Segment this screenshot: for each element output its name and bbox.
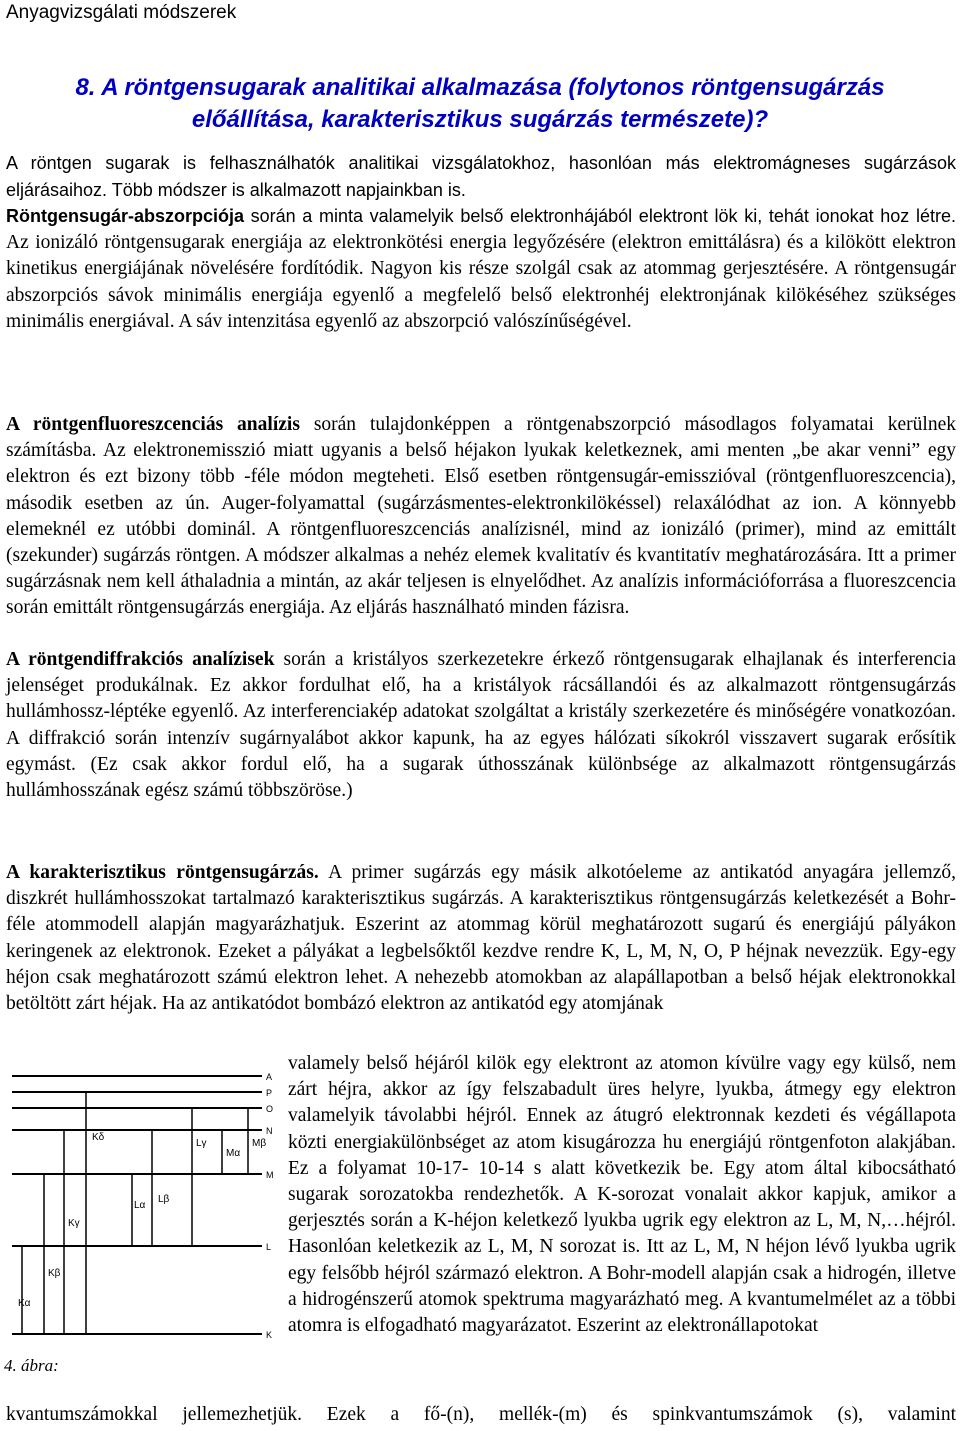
intro-paragraph <box>6 150 956 204</box>
title-line-2: előállítása, karakterisztikus sugárzás természete)? <box>191 106 769 133</box>
figure-caption: 4. ábra: <box>4 1356 59 1375</box>
label-l-beta: Lβ <box>158 1194 170 1205</box>
running-header: Anyagvizsgálati módszerek <box>6 2 237 23</box>
characteristic-paragraph <box>6 860 956 1017</box>
label-l-alpha: Lα <box>134 1200 146 1211</box>
shell-label-p: P <box>266 1088 273 1098</box>
fluorescence-text: során tulajdonképpen a röntgenabszorpció másodlagos folyamatai kerülnek számításba. Az elektronemisszió miatt ugyanis a belső héjakon lyukak keletkeznek, ami menten „be akar venni” egy elektron és ezt bizony több -féle módon megteheti. Első esetben röntgensugár-emisszióval (röntgenfluoreszcencia), második esetben az ún. Auger-folyamattal (sugárzásmentes-elektronkilökéssel) relaxálódhat az ion. A könnyebb elemeknél ez utóbbi dominál. A röntgenfluoreszcenciás analízisnél, mind az ionizáló (primer), mind az emittált (szekunder) sugárzás röntgen. A módszer alkalmas a nehéz elemek kvalitatív és kvantitatív meghatározására. Itt a primer sugárzásnak nem kell áthaladnia a mintán, az akár teljesen is elnyelődhet. Az analízis információforrása a fluoreszcencia során emittált röntgensugárzás energiája. Az eljárás használható minden fázisra. <box>6 414 956 619</box>
figure-side-text <box>288 1051 956 1339</box>
diffraction-term: A röntgendiffrakciós analízisek <box>6 649 275 670</box>
label-k-alpha: Kα <box>18 1298 31 1309</box>
characteristic-text: A primer sugárzás egy másik alkotóeleme az antikatód anyagára jellemző, diszkrét hullámhosszokat tartalmazó karakterisztikus sugárzás. A karakterisztikus röntgensugárzás keletkezését a Bohr-féle atommodell alapján magyarázhatjuk. Eszerint az atommag körül meghatározott sugarú és energiájú pályákon keringenek az elektronok. Ezeket a pályákat a legbelsőktől kezdve rendre K, L, M, N, O, P héjnak nevezzük. Egy-egy héjon csak meghatározott számú elektron lehet. A nehezebb atomokban az alapállapotban a belső héjak elektronokkal betöltött zárt héjak. Ha az antikatódot bombázó elektron az antikatód egy atomjának <box>6 862 956 1015</box>
absorption-sans-text: során a minta valamelyik belső elektronhájából elektront lök ki, tehát ionokat hoz létre. <box>250 206 956 226</box>
intro-text: A röntgen sugarak is felhasználhatók analitikai vizsgálatokhoz, hasonlóan más elektromágneses sugárzások eljárásaihoz. Több módszer is alkalmazott napjainkban is. <box>6 153 956 201</box>
title-line-1: 8. A röntgensugarak analitikai alkalmazása (folytonos röntgensugárzás <box>75 74 885 101</box>
absorption-text: Az ionizáló röntgensugarak energiája az elektronkötési energia legyőzésére (elektron emittálásra) és a kilökött elektron kinetikus energiájának növelésére fordítódik. Nagyon kis része szolgál csak az atommag gerjesztésére. A röntgensugár abszorpciós sávok minimális energiája egyenlő a megfelelő belső elektronhéj elektronjának kilökéséhez szükséges minimális energiával. A sáv intenzitása egyenlő az abszorpció valószínűségével. <box>6 232 956 332</box>
fluorescence-term: A röntgenfluoreszcenciás analízis <box>6 414 300 435</box>
energy-level-diagram <box>0 1066 282 1356</box>
shell-label-o: O <box>266 1104 274 1114</box>
shell-label-m: M <box>266 1170 274 1180</box>
diffraction-text: során a kristályos szerkezetekre érkező röntgensugarak elhajlanak és interferencia jelenséget produkálnak. Ez akkor fordulhat elő, ha a kristályok rácsállandói és az alkalmazott röntgensugárzás hullámhossz-léptéke egyenlő. Az interferenciakép adatokat szolgáltat a kristály szerkezetére és minőségére vonatkozóan. A diffrakció során intenzív sugárnyalábot akkor kapunk, ha az egyes hálózati síkokról visszavert sugarak erősítik egymást. (Ez csak akkor fordul elő, ha a sugarak úthosszának különbsége az alkalmazott röntgensugárzás hullámhosszának egész számú többszöröse.) <box>6 649 956 802</box>
shell-label-a: A <box>266 1072 273 1082</box>
section-title <box>0 72 960 136</box>
shell-labels <box>266 1072 274 1340</box>
absorption-term: Röntgensugár-abszorpciója <box>6 206 245 226</box>
label-k-beta: Kβ <box>48 1268 61 1279</box>
label-k-gamma: Kγ <box>68 1218 80 1229</box>
label-l-gamma: Lγ <box>196 1138 207 1149</box>
fluorescence-paragraph <box>6 412 956 622</box>
transition-lines <box>22 1092 248 1334</box>
shell-label-k: K <box>266 1330 273 1340</box>
label-k-delta: Kδ <box>92 1132 105 1143</box>
last-line: kvantumszámokkal jellemezhetjük. Ezek a fő-(n), mellék-(m) és spinkvantumszámok (s), valamint <box>6 1404 956 1425</box>
shell-label-l: L <box>266 1242 272 1252</box>
side-text-b: 10-14 s alatt következik be. Egy atom által kibocsátható sugarak sorozatokba rendezhetők. A K-sorozat vonalait akkor kapjuk, amikor a gerjesztés során a K-héjon keletkező lyukba ugrik egy elektron az L, M, N,…héjról. Hasonlóan keletkezik az L, M, N sorozat is. Itt az L, M, N héjon lévő lyukba ugrik egy felsőbb héjról származó elektron. A Bohr-modell alapján csak a hidrogén, illetve a hidrogénszerű atomok spektruma magyarázható meg. A kvantumelmélet az a többi atomra is elfogadható magyarázatot. Eszerint az elektronállapotokat <box>288 1157 957 1337</box>
line-labels <box>18 1132 266 1309</box>
shell-label-n: N <box>266 1126 273 1136</box>
label-m-alpha: Mα <box>226 1148 241 1159</box>
diffraction-paragraph <box>6 647 956 804</box>
label-m-beta: Mβ <box>252 1138 267 1149</box>
side-text-a: valamely belső héjáról kilök egy elektront az atomon kívülre vagy egy külső, nem zárt héjra, akkor az így felszabadult üres helyre, lyukba, átmegy egy elektron valamelyik távolabbi héjról. Ennek az átugró elektronnak kezdeti és végállapota közti energiakülönbséget az atom kisugározza hu energiájú röntgenfoton alakjában. Ez a folyamat 10-17- <box>288 1053 956 1179</box>
absorption-paragraph <box>6 203 956 335</box>
characteristic-term: A karakterisztikus röntgensugárzás. <box>6 862 319 883</box>
